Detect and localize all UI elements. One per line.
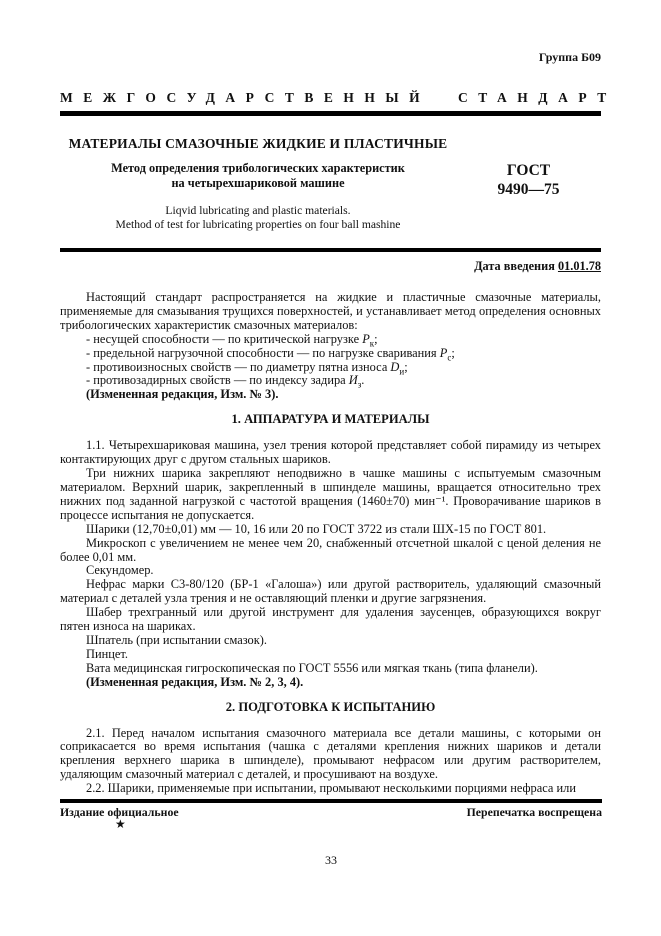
symbol-subscript: з	[357, 379, 362, 390]
paragraph: Шабер трехгранный или другой инструмент для удаления заусенцев, образующихся вокруг пятен износа на шариках.	[60, 605, 601, 634]
paragraph: Три нижних шарика закрепляют неподвижно в чашке машины с испытуемым смазочным материалом. Верхний шарик, закрепленный в шпинделе машины, вращается относительно трех нижних под заданной нагрузкой с частотой вращения (1460±70) мин⁻¹. Проворачивание шариков в процессе испытания не допускается.	[60, 466, 601, 522]
paragraph: Секундомер.	[86, 563, 154, 578]
symbol-subscript: к	[369, 338, 375, 349]
designation-line-1: ГОСТ	[506, 162, 551, 179]
star-icon: ★	[115, 817, 126, 831]
paragraph: Нефрас марки С3-80/120 (БР-1 «Галоша») или другой растворитель, удаляющий смазочный материал с деталей узла трения и не оставляющий пленки и другие загрязнения.	[60, 577, 601, 606]
official-edition-label: Издание официальное	[60, 805, 179, 819]
symbol-scuff-index: И	[348, 373, 358, 388]
effective-date-value: 01.01.78	[557, 259, 601, 273]
section-rule	[60, 248, 601, 252]
effective-date	[60, 259, 601, 274]
paragraph: 2.1. Перед началом испытания смазочного материала все детали машины, с которыми он соприкасается во время испытания (чашка с деталями крепления нижних шариков и детали крепления верхнего шарика в шпинделе), промывают нефрасом или другим растворителем, удаляющим смазочный материал с деталей, и просушивают на воздухе.	[60, 725, 601, 782]
paragraph: 2.2. Шарики, применяемые при испытании, промывают несколькими порциями нефраса или	[86, 781, 576, 796]
footer-rule	[60, 799, 602, 803]
page-number: 33	[325, 853, 337, 867]
subtitle-line-2: на четырехшариковой машине	[171, 176, 345, 190]
list-item	[60, 361, 601, 375]
document-subtitle	[60, 161, 456, 191]
section-1-heading: 1. АППАРАТУРА И МАТЕРИАЛЫ	[231, 412, 430, 427]
document-title: МАТЕРИАЛЫ СМАЗОЧНЫЕ ЖИДКИЕ И ПЛАСТИЧНЫЕ	[68, 136, 448, 151]
english-line-1: Liqvid lubricating and plastic materials.	[165, 204, 351, 217]
footer-row	[60, 805, 602, 819]
list-item-tail: ;	[451, 345, 455, 360]
symbol-wear-diameter: D	[390, 359, 400, 374]
reprint-prohibited-label: Перепечатка воспрещена	[466, 805, 602, 819]
list-item-tail: .	[361, 373, 365, 388]
standard-type-heading: МЕЖГОСУДАРСТВЕННЫЙ СТАНДАРТ	[60, 90, 617, 105]
english-line-2: Method of test for lubricating properties on four ball mashine	[115, 218, 401, 231]
group-label: Группа Б09	[538, 50, 601, 64]
amendment-note: (Измененная редакция, Изм. № 3).	[86, 387, 279, 402]
paragraph: Вата медицинская гигроскопическая по ГОСТ 5556 или мягкая ткань (типа фланели).	[86, 660, 538, 675]
list-item-text: - противозадирных свойств — по индексу задира	[86, 373, 349, 388]
list-item-text: - предельной нагрузочной способности — по нагрузке сваривания	[86, 345, 440, 360]
amendment-note: (Измененная редакция, Изм. № 2, 3, 4).	[86, 674, 304, 689]
title-block	[60, 136, 601, 232]
list-item	[60, 333, 601, 347]
symbol-subscript: с	[447, 352, 452, 363]
list-item-tail: ;	[404, 359, 408, 374]
header-rule	[60, 111, 601, 116]
paragraph: Пинцет.	[86, 646, 128, 661]
symbol-critical-load: P	[362, 331, 370, 346]
paragraph: Шпатель (при испытании смазок).	[86, 632, 267, 647]
list-item-tail: ;	[374, 331, 378, 346]
intro-paragraph: Настоящий стандарт распространяется на жидкие и пластичные смазочные материалы, применяемые для смазывания трущихся поверхностей, и устанавливает метод определения основных трибологических характеристик смазочных материалов:	[60, 290, 601, 332]
title-column	[60, 136, 456, 232]
symbol-weld-load: P	[439, 345, 448, 360]
list-item-text: - несущей способности — по критической нагрузке	[86, 331, 363, 346]
symbol-subscript: и	[399, 366, 405, 376]
subtitle-line-1: Метод определения трибологических характеристик	[111, 161, 405, 175]
standard-designation	[456, 136, 601, 232]
paragraph: Шарики (12,70±0,01) мм — 10, 16 или 20 по ГОСТ 3722 из стали ШХ-15 по ГОСТ 801.	[86, 521, 547, 536]
paragraph: Микроскоп с увеличением не менее чем 20, снабженный отсчетной шкалой с ценой деления не более 0,01 мм.	[60, 535, 601, 564]
list-item	[60, 347, 601, 361]
document-body	[60, 291, 601, 796]
list-item	[60, 374, 601, 388]
effective-date-label: Дата введения	[474, 259, 555, 273]
page-footer	[60, 799, 602, 868]
list-item-text: - противоизносных свойств — по диаметру пятна износа	[86, 359, 391, 374]
paragraph: 1.1. Четырехшариковая машина, узел трения которой представляет собой пирамиду из четырех контактирующих друг с другом стальных шариков.	[60, 438, 601, 467]
section-2-heading: 2. ПОДГОТОВКА К ИСПЫТАНИЮ	[225, 699, 436, 714]
designation-line-2: 9490—75	[497, 181, 560, 198]
english-subtitle	[60, 204, 456, 232]
